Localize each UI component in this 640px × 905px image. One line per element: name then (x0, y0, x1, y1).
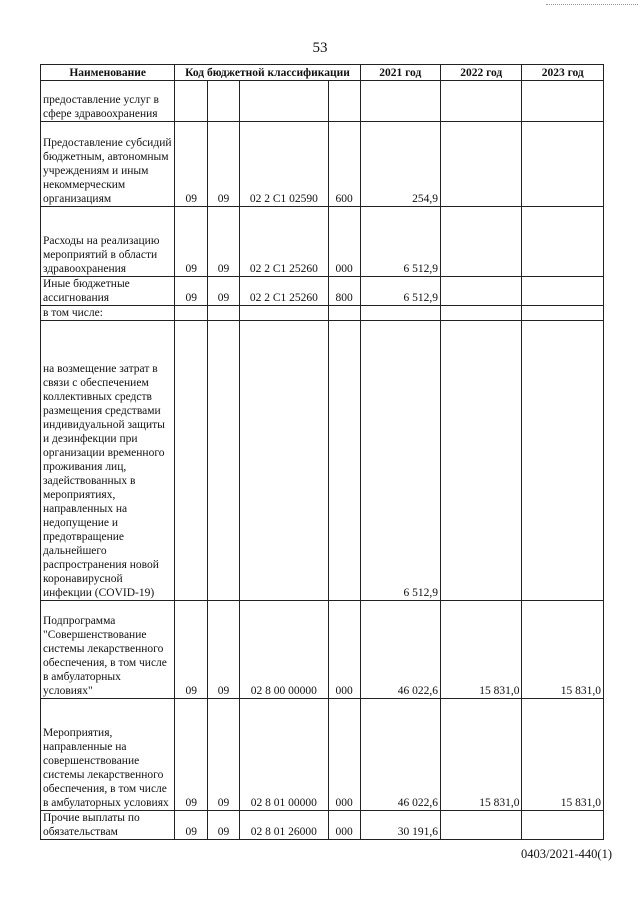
row-name: на возмещение затрат в связи с обеспечением коллективных средств размещения средствами индивидуальной защиты и дезинфекции при организации временного проживания лиц, задействованных в мероприятиях, направленных на недопущение и предотвращение дальнейшего распространения новой коронавирусной инфекции (COVID-19) (41, 321, 175, 601)
row-name: Предоставление субсидий бюджетным, автономным учреждениям и иным некоммерческим организациям (41, 122, 175, 207)
row-code-section: 09 (175, 699, 208, 811)
row-value-2023 (522, 321, 604, 601)
scan-artifact-line (546, 4, 638, 7)
row-code-type: 000 (328, 601, 360, 699)
table-row (41, 699, 604, 811)
row-value-2023 (522, 207, 604, 277)
row-value-2022 (440, 277, 521, 306)
budget-table (40, 64, 604, 840)
row-code-target: 02 2 С1 25260 (239, 207, 328, 277)
table-row (41, 811, 604, 840)
table-row (41, 277, 604, 306)
row-code-type: 000 (328, 207, 360, 277)
row-value-2023: 15 831,0 (522, 699, 604, 811)
row-code-subsection: 09 (208, 699, 240, 811)
row-code-subsection: 09 (208, 207, 240, 277)
row-code-target: 02 8 01 00000 (239, 699, 328, 811)
row-value-2021: 6 512,9 (360, 207, 440, 277)
row-code-type (328, 306, 360, 321)
row-value-2023 (522, 277, 604, 306)
row-code-type: 000 (328, 699, 360, 811)
header-2023: 2023 год (522, 65, 604, 81)
header-name: Наименование (41, 65, 175, 81)
row-code-subsection: 09 (208, 122, 240, 207)
table-row (41, 122, 604, 207)
row-value-2022 (440, 306, 521, 321)
row-value-2021 (360, 306, 440, 321)
row-value-2021: 46 022,6 (360, 699, 440, 811)
row-code-target: 02 8 01 26000 (239, 811, 328, 840)
row-code-subsection: 09 (208, 601, 240, 699)
row-code-type (328, 81, 360, 122)
row-value-2022 (440, 321, 521, 601)
row-value-2023 (522, 122, 604, 207)
table-row (41, 306, 604, 321)
row-name: предоставление услуг в сфере здравоохранения (41, 81, 175, 122)
row-value-2022 (440, 811, 521, 840)
row-code-section (175, 81, 208, 122)
row-value-2023 (522, 306, 604, 321)
row-code-section: 09 (175, 207, 208, 277)
row-value-2023 (522, 81, 604, 122)
row-code-subsection (208, 321, 240, 601)
row-name: Расходы на реализацию мероприятий в области здравоохранения (41, 207, 175, 277)
row-code-target: 02 8 00 00000 (239, 601, 328, 699)
row-name: Иные бюджетные ассигнования (41, 277, 175, 306)
row-code-section: 09 (175, 601, 208, 699)
row-code-section: 09 (175, 122, 208, 207)
document-registration-code: 0403/2021-440(1) (521, 847, 612, 861)
row-code-section (175, 321, 208, 601)
table-row (41, 207, 604, 277)
row-value-2022 (440, 81, 521, 122)
row-value-2021 (360, 81, 440, 122)
row-value-2021: 46 022,6 (360, 601, 440, 699)
table-header-row (41, 65, 604, 81)
table-row (41, 321, 604, 601)
row-code-target (239, 321, 328, 601)
row-code-target: 02 2 С1 02590 (239, 122, 328, 207)
row-value-2023 (522, 811, 604, 840)
table-row (41, 601, 604, 699)
row-code-type: 600 (328, 122, 360, 207)
row-code-subsection (208, 306, 240, 321)
row-value-2023: 15 831,0 (522, 601, 604, 699)
row-value-2021: 6 512,9 (360, 321, 440, 601)
row-code-target (239, 81, 328, 122)
row-code-section: 09 (175, 811, 208, 840)
row-code-type (328, 321, 360, 601)
header-code: Код бюджетной классификации (175, 65, 360, 81)
row-name: Прочие выплаты по обязательствам (41, 811, 175, 840)
row-value-2022 (440, 122, 521, 207)
header-2021: 2021 год (360, 65, 440, 81)
row-value-2021: 6 512,9 (360, 277, 440, 306)
row-value-2022: 15 831,0 (440, 601, 521, 699)
row-code-section (175, 306, 208, 321)
row-code-type: 800 (328, 277, 360, 306)
row-value-2022: 15 831,0 (440, 699, 521, 811)
row-name: в том числе: (41, 306, 175, 321)
row-code-section: 09 (175, 277, 208, 306)
row-code-target: 02 2 С1 25260 (239, 277, 328, 306)
row-name: Мероприятия, направленные на совершенствование системы лекарственного обеспечения, в том числе в амбулаторных условиях (41, 699, 175, 811)
row-code-subsection (208, 81, 240, 122)
row-code-subsection: 09 (208, 811, 240, 840)
row-value-2021: 254,9 (360, 122, 440, 207)
row-code-target (239, 306, 328, 321)
table-row (41, 81, 604, 122)
row-code-type: 000 (328, 811, 360, 840)
header-2022: 2022 год (440, 65, 521, 81)
page-number: 53 (312, 40, 328, 56)
row-value-2021: 30 191,6 (360, 811, 440, 840)
row-name: Подпрограмма "Совершенствование системы лекарственного обеспечения, в том числе в амбулаторных условиях" (41, 601, 175, 699)
row-value-2022 (440, 207, 521, 277)
row-code-subsection: 09 (208, 277, 240, 306)
